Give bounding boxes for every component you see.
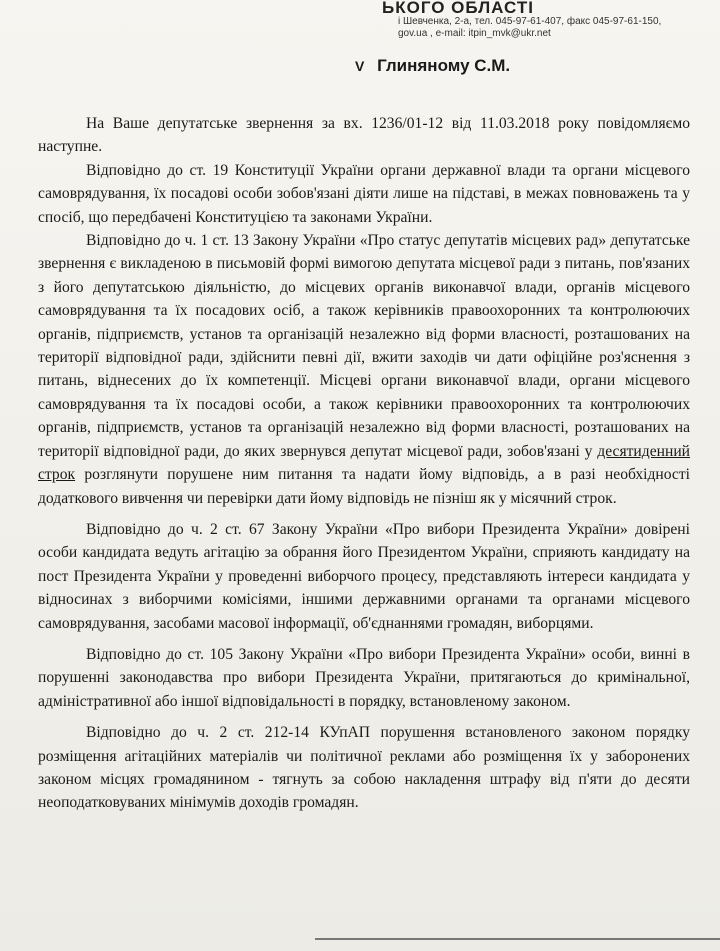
letterhead-contacts: gov.ua , e-mail: itpin_mvk@ukr.net <box>398 28 551 39</box>
letter-body <box>38 112 690 815</box>
paragraph-liability: Відповідно до ст. 105 Закону України «Про вибори Президента України» особи, винні в порушенні законодавства про вибори Президента України, притягаються до кримінальної, адміністративної або іншої відповідальності в порядку, встановленому законом. <box>38 645 690 710</box>
paragraph-intro: На Ваше депутатське звернення за вх. 1236/01-12 від 11.03.2018 року повідомляємо наступне. <box>38 115 690 156</box>
paragraph-deputy-status-text: Відповідно до ч. 1 ст. 13 Закону України «Про статус депутатів місцевих рад» депутатське звернення є викладеною в письмовій формі вимогою депутата місцевої ради з питань, пов'язаних з його депутатською діяльністю, до місцевих органів виконавчої влади, органів місцевого самоврядування та їх посадових осіб, а також керівників правоохоронних та контролюючих органів, підприємств, установ та організацій незалежно від форми власності, розташованих на території відповідної ради, здійснити певні дії, вжити заходів чи дати офіційне роз'яснення з питань, віднесених до їх компетенції. Місцеві органи виконавчої влади, органи місцевого самоврядування та їх посадові особи, а також керівники правоохоронних та контролюючих органів, підприємств, установ та організацій незалежно від форми власності, розташованих на території відповідної ради, до яких звернувся депутат місцевої ради, зобов'язані у <box>38 232 690 460</box>
paragraph-deputy-status-tail: розглянути порушене ним питання та надати йому відповідь, а в разі необхідності додаткового вивчення чи перевірки дати йому відповідь не пізніш як у місячний строк. <box>38 466 690 507</box>
paragraph-deputy-status <box>38 229 690 510</box>
bottom-divider <box>315 938 720 940</box>
underlined-deadline: десятиденний строк <box>38 442 691 484</box>
letterhead-address: і Шевченка, 2-а, тел. 045-97-61-407, факс 045-97-61-150, <box>398 16 662 27</box>
paragraph-administrative-code: Відповідно до ч. 2 ст. 212-14 КУпАП порушення встановленого законом порядку розміщення агітаційних матеріалів чи політичної реклами або розміщення їх у заборонених законом місцях громадянином - тягнуть за собою накладення штрафу від п'яти до десяти неоподатковуваних мінімумів доходів громадян. <box>38 724 690 812</box>
checkmark-icon: V <box>355 58 365 74</box>
letterhead-title: ЬКОГО ОБЛАСТІ <box>382 0 534 17</box>
paragraph-election-agents: Відповідно до ч. 2 ст. 67 Закону України «Про вибори Президента України» довірені особи кандидата ведуть агітацію за обрання його Президентом України, сприяють кандидату на пост Президента України у проведенні виборчого процесу, представляють інтереси кандидата у відносинах з виборчими комісіями, іншими державними органами та органами місцевого самоврядування, засобами масової інформації, об'єднаннями громадян, виборцями. <box>38 520 690 632</box>
addressee-block <box>355 56 510 76</box>
paragraph-constitution: Відповідно до ст. 19 Конституції України органи державної влади та органи місцевого самоврядування, їх посадові особи зобов'язані діяти лише на підставі, в межах повноважень та у спосіб, що передбачені Конституцією та законами України. <box>38 161 690 226</box>
addressee-name: Глиняному С.М. <box>377 56 511 75</box>
